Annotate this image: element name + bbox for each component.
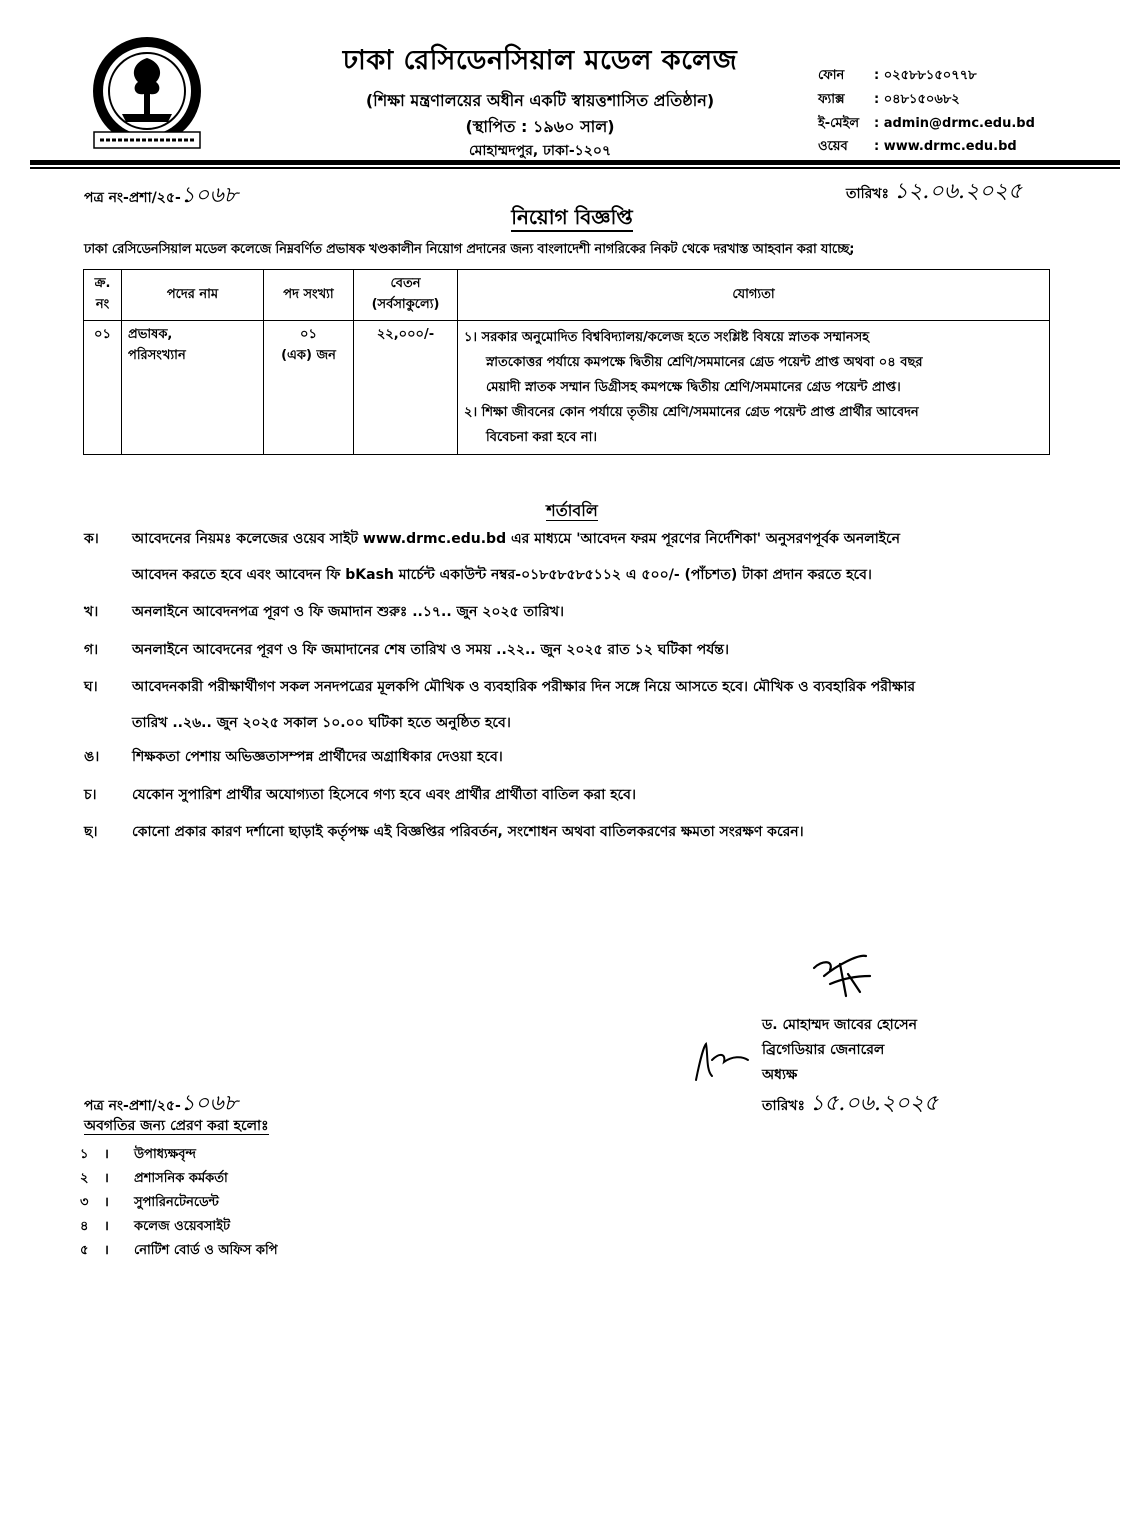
count-words: (এক) জন bbox=[281, 348, 336, 363]
contact-email[interactable]: ই-মেইল : admin@drmc.edu.bd bbox=[818, 116, 1035, 131]
memo-date: তারিখঃ ১২.০৬.২০২৫ bbox=[846, 179, 1023, 204]
th-serial: ক্র. নং bbox=[84, 270, 122, 321]
distribution-item: ১ । উপাধ্যক্ষবৃন্দ bbox=[80, 1147, 196, 1162]
distribution-item: ২ । প্রশাসনিক কর্মকর্তা bbox=[80, 1171, 228, 1186]
cell-qualification bbox=[458, 321, 1050, 455]
memo-number: পত্র নং-প্রশা/২৫-১০৬৮ bbox=[84, 183, 238, 208]
th-post: পদের নাম bbox=[122, 270, 264, 321]
distribution-item: ৩ । সুপারিনটেনডেন্ট bbox=[80, 1195, 219, 1210]
initial-signature-image bbox=[686, 1030, 756, 1090]
college-address: মোহাম্মদপুর, ঢাকা-১২০৭ bbox=[468, 143, 612, 159]
count-number: ০১ bbox=[300, 327, 317, 342]
cell-count bbox=[264, 321, 354, 455]
term-item: ছ। কোনো প্রকার কারণ দর্শানো ছাড়াই কর্তৃপক্ষ এই বিজ্ঞপ্তির পরিবর্তন, সংশোধন অথবা বাতিলকরণের ক্ষমতা সংরক্ষণ করেন। bbox=[84, 824, 804, 840]
notice-title: নিয়োগ বিজ্ঞপ্তি bbox=[0, 203, 1144, 236]
term-item: চ। যেকোন সুপারিশ প্রার্থীর অযোগ্যতা হিসেবে গণ্য হবে এবং প্রার্থীর প্রার্থীতা বাতিল করা হবে। bbox=[84, 787, 636, 803]
signatory-title: অধ্যক্ষ bbox=[762, 1067, 798, 1083]
job-table bbox=[83, 269, 1050, 455]
qualification-line: ২। শিক্ষা জীবনের কোন পর্যায়ে তৃতীয় শ্রেণি/সমমানের গ্রেড পয়েন্ট প্রাপ্ত প্রার্থীর আবেদন bbox=[464, 405, 919, 420]
distribution-item: ৪ । কলেজ ওয়েবসাইট bbox=[80, 1219, 231, 1234]
qualification-line: স্নাতকোত্তর পর্যায়ে কমপক্ষে দ্বিতীয় শ্রেণি/সমমানের গ্রেড পয়েন্ট প্রাপ্ত অথবা ০৪ বছর bbox=[486, 355, 923, 370]
college-subtitle: (শিক্ষা মন্ত্রণালয়ের অধীন একটি স্বায়ত্তশাসিত প্রতিষ্ঠান) bbox=[365, 91, 715, 110]
qualification-line: ১। সরকার অনুমোদিত বিশ্ববিদ্যালয়/কলেজ হতে সংশ্লিষ্ট বিষয়ে স্নাতক সম্মানসহ bbox=[464, 330, 870, 345]
term-item: গ। অনলাইনে আবেদনের পূরণ ও ফি জমাদানের শেষ তারিখ ও সময় ..২২.. জুন ২০২৫ রাত ১২ ঘটিকা পর্যন্ত। bbox=[84, 642, 729, 658]
term-item-continuation: তারিখ ..২৬.. জুন ২০২৫ সকাল ১০.০০ ঘটিকা হতে অনুষ্ঠিত হবে। bbox=[132, 715, 511, 731]
qualification-line: বিবেচনা করা হবে না। bbox=[486, 430, 598, 445]
th-qualification: যোগ্যতা bbox=[458, 270, 1050, 321]
notice-intro: ঢাকা রেসিডেনসিয়াল মডেল কলেজে নিম্নবর্ণিত প্রভাষক খণ্ডকালীন নিয়োগ প্রদানের জন্য বাংলাদেশী নাগরিকের নিকট থেকে দরখাস্ত আহবান করা যাচ্ছে; bbox=[84, 242, 855, 257]
signatory-rank: ব্রিগেডিয়ার জেনারেল bbox=[762, 1042, 885, 1058]
college-logo bbox=[88, 36, 206, 154]
signature-date: তারিখঃ ১৫.০৬.২০২৫ bbox=[762, 1091, 939, 1116]
term-item: খ। অনলাইনে আবেদনপত্র পূরণ ও ফি জমাদান শুরুঃ ..১৭.. জুন ২০২৫ তারিখ। bbox=[84, 604, 565, 620]
th-count: পদ সংখ্যা bbox=[264, 270, 354, 321]
signature-image bbox=[800, 946, 880, 1006]
college-name: ঢাকা রেসিডেনসিয়াল মডেল কলেজ bbox=[342, 45, 738, 76]
qualification-line: মেয়াদী স্নাতক সম্মান ডিগ্রীসহ কমপক্ষে দ্বিতীয় শ্রেণি/সমমানের গ্রেড পয়েন্ট প্রাপ্ত। bbox=[486, 380, 901, 395]
table-row bbox=[84, 321, 1050, 455]
th-salary: বেতন (সর্বসাকুল্যে) bbox=[354, 270, 458, 321]
term-item: ঘ। আবেদনকারী পরীক্ষার্থীগণ সকল সনদপত্রের মূলকপি মৌখিক ও ব্যবহারিক পরীক্ষার দিন সঙ্গে নিয়ে আসতে হবে। মৌখিক ও ব্যবহারিক পরীক্ষার তারিখ ..২৬.. জুন ২০২৫ সকাল ১০.০০ ঘটিকা হতে অনুষ্ঠিত হবে। bbox=[84, 675, 915, 699]
distribution-memo-number: পত্র নং-প্রশা/২৫-১০৬৮ bbox=[84, 1091, 238, 1116]
distribution-title: অবগতির জন্য প্রেরণ করা হলোঃ bbox=[84, 1118, 269, 1134]
post-name: প্রভাষক, bbox=[128, 327, 173, 342]
distribution-item: ৫ । নোটিশ বোর্ড ও অফিস কপি bbox=[80, 1243, 278, 1258]
post-subject: পরিসংখ্যান bbox=[128, 348, 186, 363]
term-item: ঙ। শিক্ষকতা পেশায় অভিজ্ঞতাসম্পন্ন প্রার্থীদের অগ্রাধিকার দেওয়া হবে। bbox=[84, 749, 503, 765]
cell-serial: ০১ bbox=[84, 321, 122, 455]
college-established: (স্থাপিত : ১৯৬০ সাল) bbox=[465, 117, 615, 136]
contact-web[interactable]: ওয়েব : www.drmc.edu.bd bbox=[818, 139, 1017, 154]
signatory-name: ড. মোহাম্মদ জাবের হোসেন bbox=[762, 1017, 917, 1033]
table-header-row bbox=[84, 270, 1050, 321]
contact-phone: ফোন : ০২৫৮৮১৫০৭৭৮ bbox=[818, 68, 977, 83]
header-divider-thin bbox=[30, 167, 1120, 169]
term-item: ক। আবেদনের নিয়মঃ কলেজের ওয়েব সাইট www.drmc.edu.bd এর মাধ্যমে 'আবেদন ফরম পূরণের নির্দেশিকা' অনুসরণপূর্বক অনলাইনে আবেদন করতে হবে এবং আবেদন ফি bKash মার্চেন্ট একাউন্ট নম্বর-০১৮৫৮৫৮৫১১২ এ ৫০০/- (পাঁচশত) টাকা প্রদান করতে হবে। bbox=[84, 527, 900, 551]
contact-fax: ফ্যাক্স : ০৪৮১৫০৬৮২ bbox=[818, 92, 960, 107]
header-divider bbox=[30, 160, 1120, 165]
term-item-continuation: আবেদন করতে হবে এবং আবেদন ফি bKash মার্চেন্ট একাউন্ট নম্বর-০১৮৫৮৫৮৫১১২ এ ৫০০/- (পাঁচশত) টাকা প্রদান করতে হবে। bbox=[132, 567, 872, 583]
terms-title: শর্তাবলি bbox=[546, 501, 598, 520]
cell-salary: ২২,০০০/- bbox=[354, 321, 458, 455]
cell-post bbox=[122, 321, 264, 455]
